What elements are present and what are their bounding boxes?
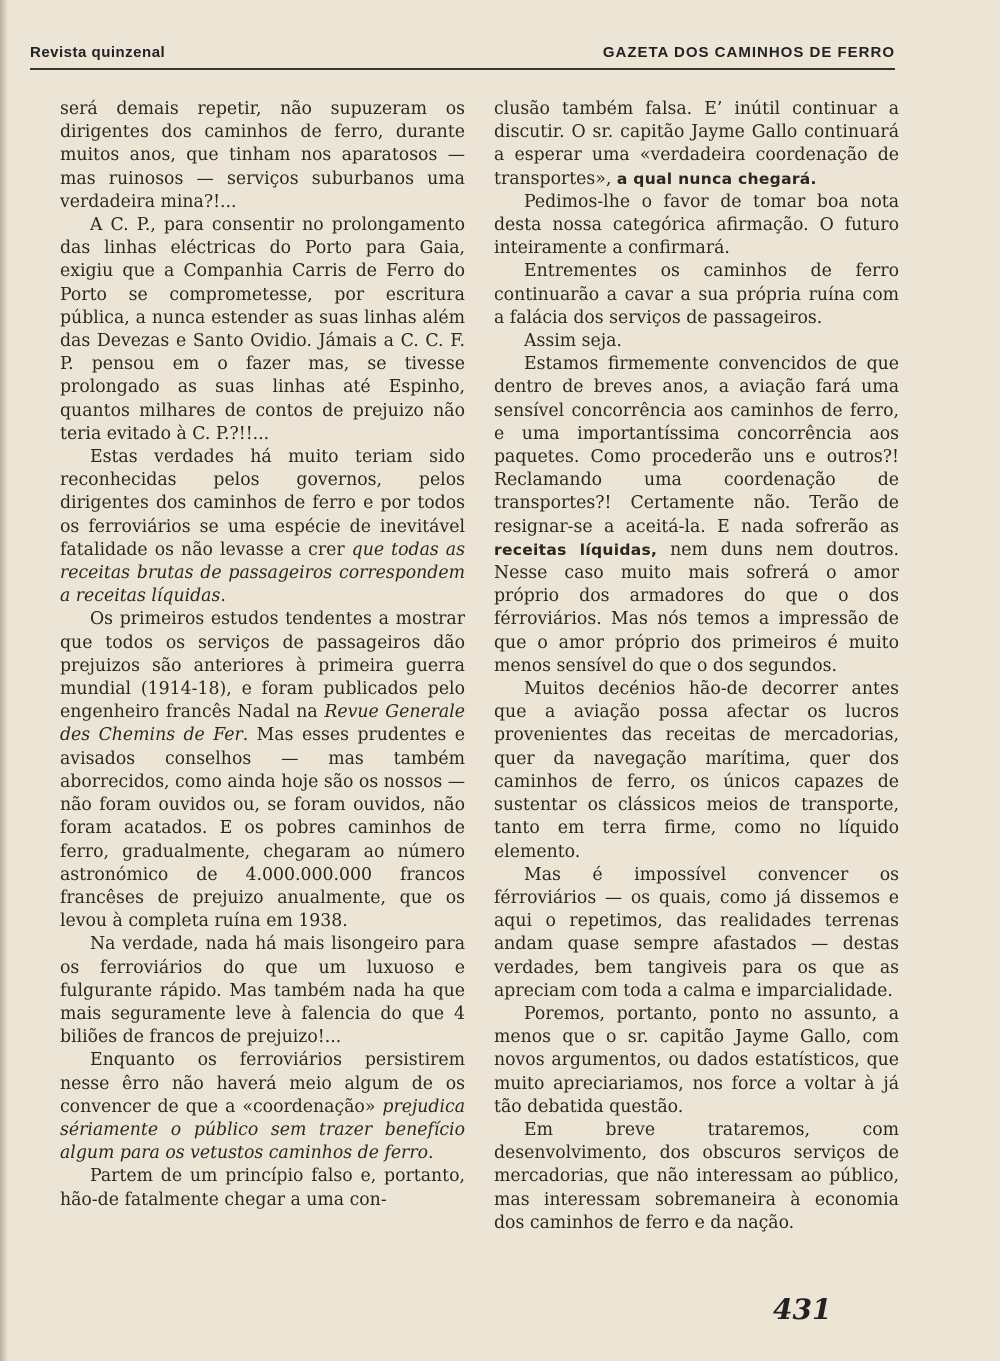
paragraph <box>494 191 899 261</box>
text-run: . <box>428 1143 434 1164</box>
paragraph <box>494 98 899 191</box>
paragraph <box>60 214 465 446</box>
page-spine-shadow <box>0 0 8 1361</box>
paragraph <box>60 98 465 214</box>
paragraph <box>60 446 465 608</box>
text-run: Na verdade, nada há mais lisongeiro para os ferroviários do que um luxuoso e fulgurante rápido. Mas também nada ha que mais seguramente leve à falencia do que 4 biliões de francos de prejuizo!... <box>60 934 465 1048</box>
text-run: Poremos, portanto, ponto no assunto, a menos que o sr. capitão Jayme Gallo, com novos argumentos, ou dados estatísticos, que muito apreciariamos, nos force a voltar à já tão debatida questão. <box>494 1003 899 1117</box>
paragraph <box>60 1049 465 1165</box>
text-run: Pedimos-lhe o favor de tomar boa nota desta nossa categórica afirmação. O futuro inteiramente a confirmará. <box>494 191 899 259</box>
paragraph <box>60 1165 465 1211</box>
text-run: Estas verdades há muito teriam sido reconhecidas pelos governos, pelos dirigentes dos caminhos de ferro e por todos os ferroviários se uma espécie de inevitável fatalidade os não levasse a crer <box>60 447 465 560</box>
text-run: Mas é impossível convencer os férroviários — os quais, como já dissemos e aqui o repetimos, das realidades terrenas andam quase sempre afastados — destas verdades, bem tangiveis para os que as apreciam com toda a calma e imparcialidade. <box>494 864 899 1001</box>
text-run: Entrementes os caminhos de ferro continuarão a cavar a sua própria ruína com a falácia dos serviços de passageiros. <box>494 261 899 328</box>
paragraph <box>60 933 465 1049</box>
page-number: 431 <box>773 1293 832 1326</box>
paragraph <box>494 353 899 678</box>
paragraph <box>494 678 899 864</box>
paragraph <box>60 608 465 933</box>
paragraph <box>494 1003 899 1119</box>
paragraph <box>494 864 899 1003</box>
paragraph <box>494 260 899 330</box>
text-run: nem duns nem doutros. Nesse caso muito mais sofrerá o amor próprio dos armadores do que o dos férroviários. Mas nós temos a impressão de que o amor próprio dos primeiros é muito menos sensível do que o dos segundos. <box>494 539 899 676</box>
text-run: Assim seja. <box>524 331 622 352</box>
italic-text: prejudica sériamente o público sem trazer benefício algum para os vetustos caminhos de ferro <box>60 1096 465 1164</box>
bold-text: receitas líquidas, <box>494 540 658 559</box>
text-run: Em breve trataremos, com desenvolvimento, dos obscuros serviços de mercadorias, que não interessam ao público, mas interessam sobremaneira à economia dos caminhos de ferro e da nação. <box>494 1119 899 1233</box>
bold-text: a qual nunca chegará. <box>616 169 817 188</box>
text-run: Enquanto os ferroviários persistirem nesse êrro não haverá meio algum de os convencer de que a «coordenação» <box>60 1050 465 1117</box>
text-run: Os primeiros estudos tendentes a mostrar que todos os serviços de passageiros dão prejuizos são anteriores à primeira guerra mundial (1914-18), e foram publicados pelo engenheiro francês Nadal na <box>60 609 465 723</box>
paragraph <box>494 1119 899 1235</box>
paragraph <box>494 330 899 353</box>
running-head <box>30 40 895 66</box>
header-rule <box>30 68 895 70</box>
text-run: Partem de um princípio falso e, portanto, hão-de fatalmente chegar a uma con- <box>60 1166 465 1210</box>
running-head-left: Revista quinzenal <box>30 44 166 61</box>
right-column <box>494 98 899 1235</box>
text-run: . Mas esses prudentes e avisados conselhos — mas também aborrecidos, como ainda hoje são os nossos — não foram ouvidos ou, se foram ouvidos, não foram acatados. E os pobres caminhos de ferro, gradualmente, chegaram ao número astronómico de 4.000.000.000 francos francêses de prejuizo anualmente, que os levou à completa ruína em 1938. <box>60 725 466 932</box>
text-run: A C. P., para consentir no prolongamento das linhas eléctricas do Porto para Gaia, exigiu que a Companhia Carris de Ferro do Porto se comprometesse, por escritura pública, a nunca estender as suas linhas além das Devezas e Santo Ovidio. Jámais a C. C. F. P. pensou em o fazer mas, se tivesse prolongado as suas linhas até Espinho, quantos milhares de contos de prejuizo não teria evitado à C. P.?!!... <box>60 215 465 444</box>
left-column <box>60 98 465 1212</box>
text-run: Estamos firmemente convencidos de que dentro de breves anos, a aviação fará uma sensível concorrência aos caminhos de ferro, e uma importantíssima concorrência aos paquetes. Como procederão uns e outros?! Reclamando uma coordenação de transportes?! Certamente não. Terão de resignar-se a aceitá-la. E nada sofrerão as <box>494 354 899 537</box>
text-run: . <box>220 586 226 607</box>
text-run: será demais repetir, não supuzeram os dirigentes dos caminhos de ferro, durante muitos anos, que tinham nos aparatosos — mas ruinosos — serviços suburbanos uma verdadeira mina?!... <box>60 99 465 212</box>
italic-text: que todas as receitas brutas de passageiros correspondem a receitas líquidas <box>60 539 465 607</box>
italic-text: Revue Generale des Chemins de Fer <box>60 702 465 746</box>
text-run: clusão também falsa. E’ inútil continuar a discutir. O sr. capitão Jayme Gallo continuará a esperar uma «verdadeira coordenação de transportes», <box>494 99 899 189</box>
running-head-right: GAZETA DOS CAMINHOS DE FERRO <box>602 44 895 61</box>
text-run: Muitos decénios hão-de decorrer antes que a aviação possa afectar os lucros provenientes das receitas de mercadorias, quer da navegação marítima, quer dos caminhos de ferro, os únicos capazes de sustentar os clássicos meios de transporte, tanto em terra firme, como no líquido elemento. <box>494 679 899 862</box>
